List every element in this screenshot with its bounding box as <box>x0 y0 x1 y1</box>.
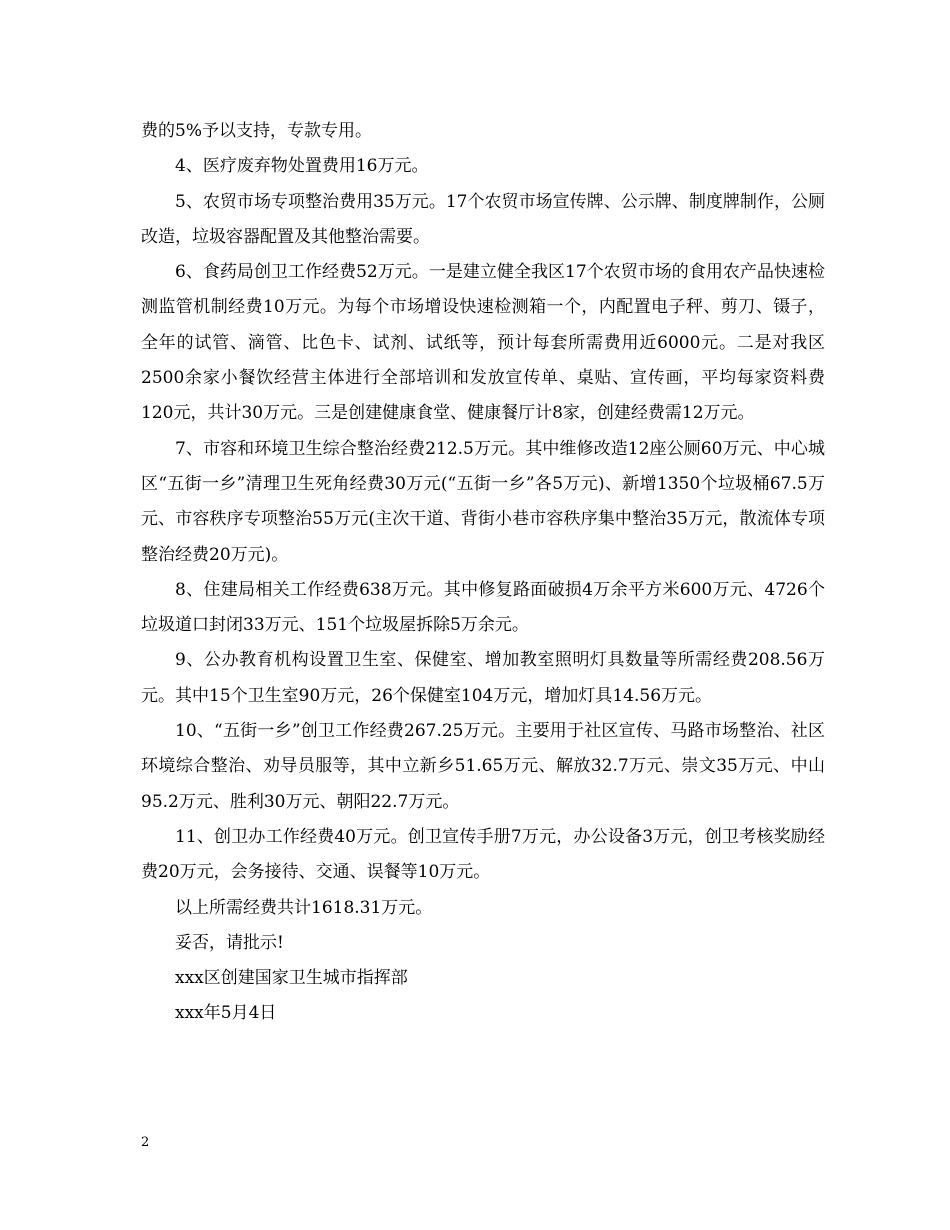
paragraph-item-7: 7、市容和环境卫生综合整治经费212.5万元。其中维修改造12座公厕60万元、中心城区“五街一乡”清理卫生死角经费30万元(“五街一乡”各5万元)、新增1350个垃圾桶67.5万元、市容秩序专项整治55万元(主次干道、背街小巷市容秩序集中整治35万元，散流体专项整治经费20万元)。 <box>141 438 825 565</box>
paragraph-item-4: 4、医疗废弃物处置费用16万元。 <box>175 156 429 177</box>
paragraph-item-9: 9、公办教育机构设置卫生室、保健室、增加教室照明灯具数量等所需经费208.56万元。其中15个卫生室90万元，26个保健室104万元，增加灯具14.56万元。 <box>141 650 825 706</box>
paragraph-continuation: 费的5%予以支持，专款专用。 <box>141 121 372 141</box>
paragraph-item-11: 11、创卫办工作经费40万元。创卫宣传手册7万元，办公设备3万元，创卫考核奖励经费20万元，会务接待、交通、误餐等10万元。 <box>141 826 825 883</box>
request-line: 妥否，请批示! <box>175 932 284 953</box>
paragraph-item-8: 8、住建局相关工作经费638万元。其中修复路面破损4万余平方米600万元、4726个垃圾道口封闭33万元、151个垃圾屋拆除5万余元。 <box>141 579 825 636</box>
paragraph-item-5: 5、农贸市场专项整治费用35万元。17个农贸市场宣传牌、公示牌、制度牌制作，公厕改造，垃圾容器配置及其他整治需要。 <box>141 191 825 247</box>
signatory-line: xxx区创建国家卫生城市指挥部 <box>175 968 408 989</box>
paragraph-item-6: 6、食药局创卫工作经费52万元。一是建立健全我区17个农贸市场的食用农产品快速检测监管机制经费10万元。为每个市场增设快速检测箱一个，内配置电子秤、剪刀、镊子，全年的试管、滴管、比色卡、试剂、试纸等，预计每套所需费用近6000元。二是对我区2500余家小餐饮经营主体进行全部培训和发放宣传单、桌贴、宣传画，平均每家资料费120元，共计30万元。三是创建健康食堂、健康餐厅计8家，创建经费需12万元。 <box>141 262 825 424</box>
total-line: 以上所需经费共计1618.31万元。 <box>175 897 433 918</box>
paragraph-item-10: 10、“五街一乡”创卫工作经费267.25万元。主要用于社区宣传、马路市场整治、社区环境综合整治、劝导员服等，其中立新乡51.65万元、解放32.7万元、崇文35万元、中山95.2万元、胜利30万元、朝阳22.7万元。 <box>141 721 825 812</box>
document-body <box>141 114 825 1032</box>
page-number: 2 <box>141 1135 150 1150</box>
date-line: xxx年5月4日 <box>175 1003 277 1024</box>
